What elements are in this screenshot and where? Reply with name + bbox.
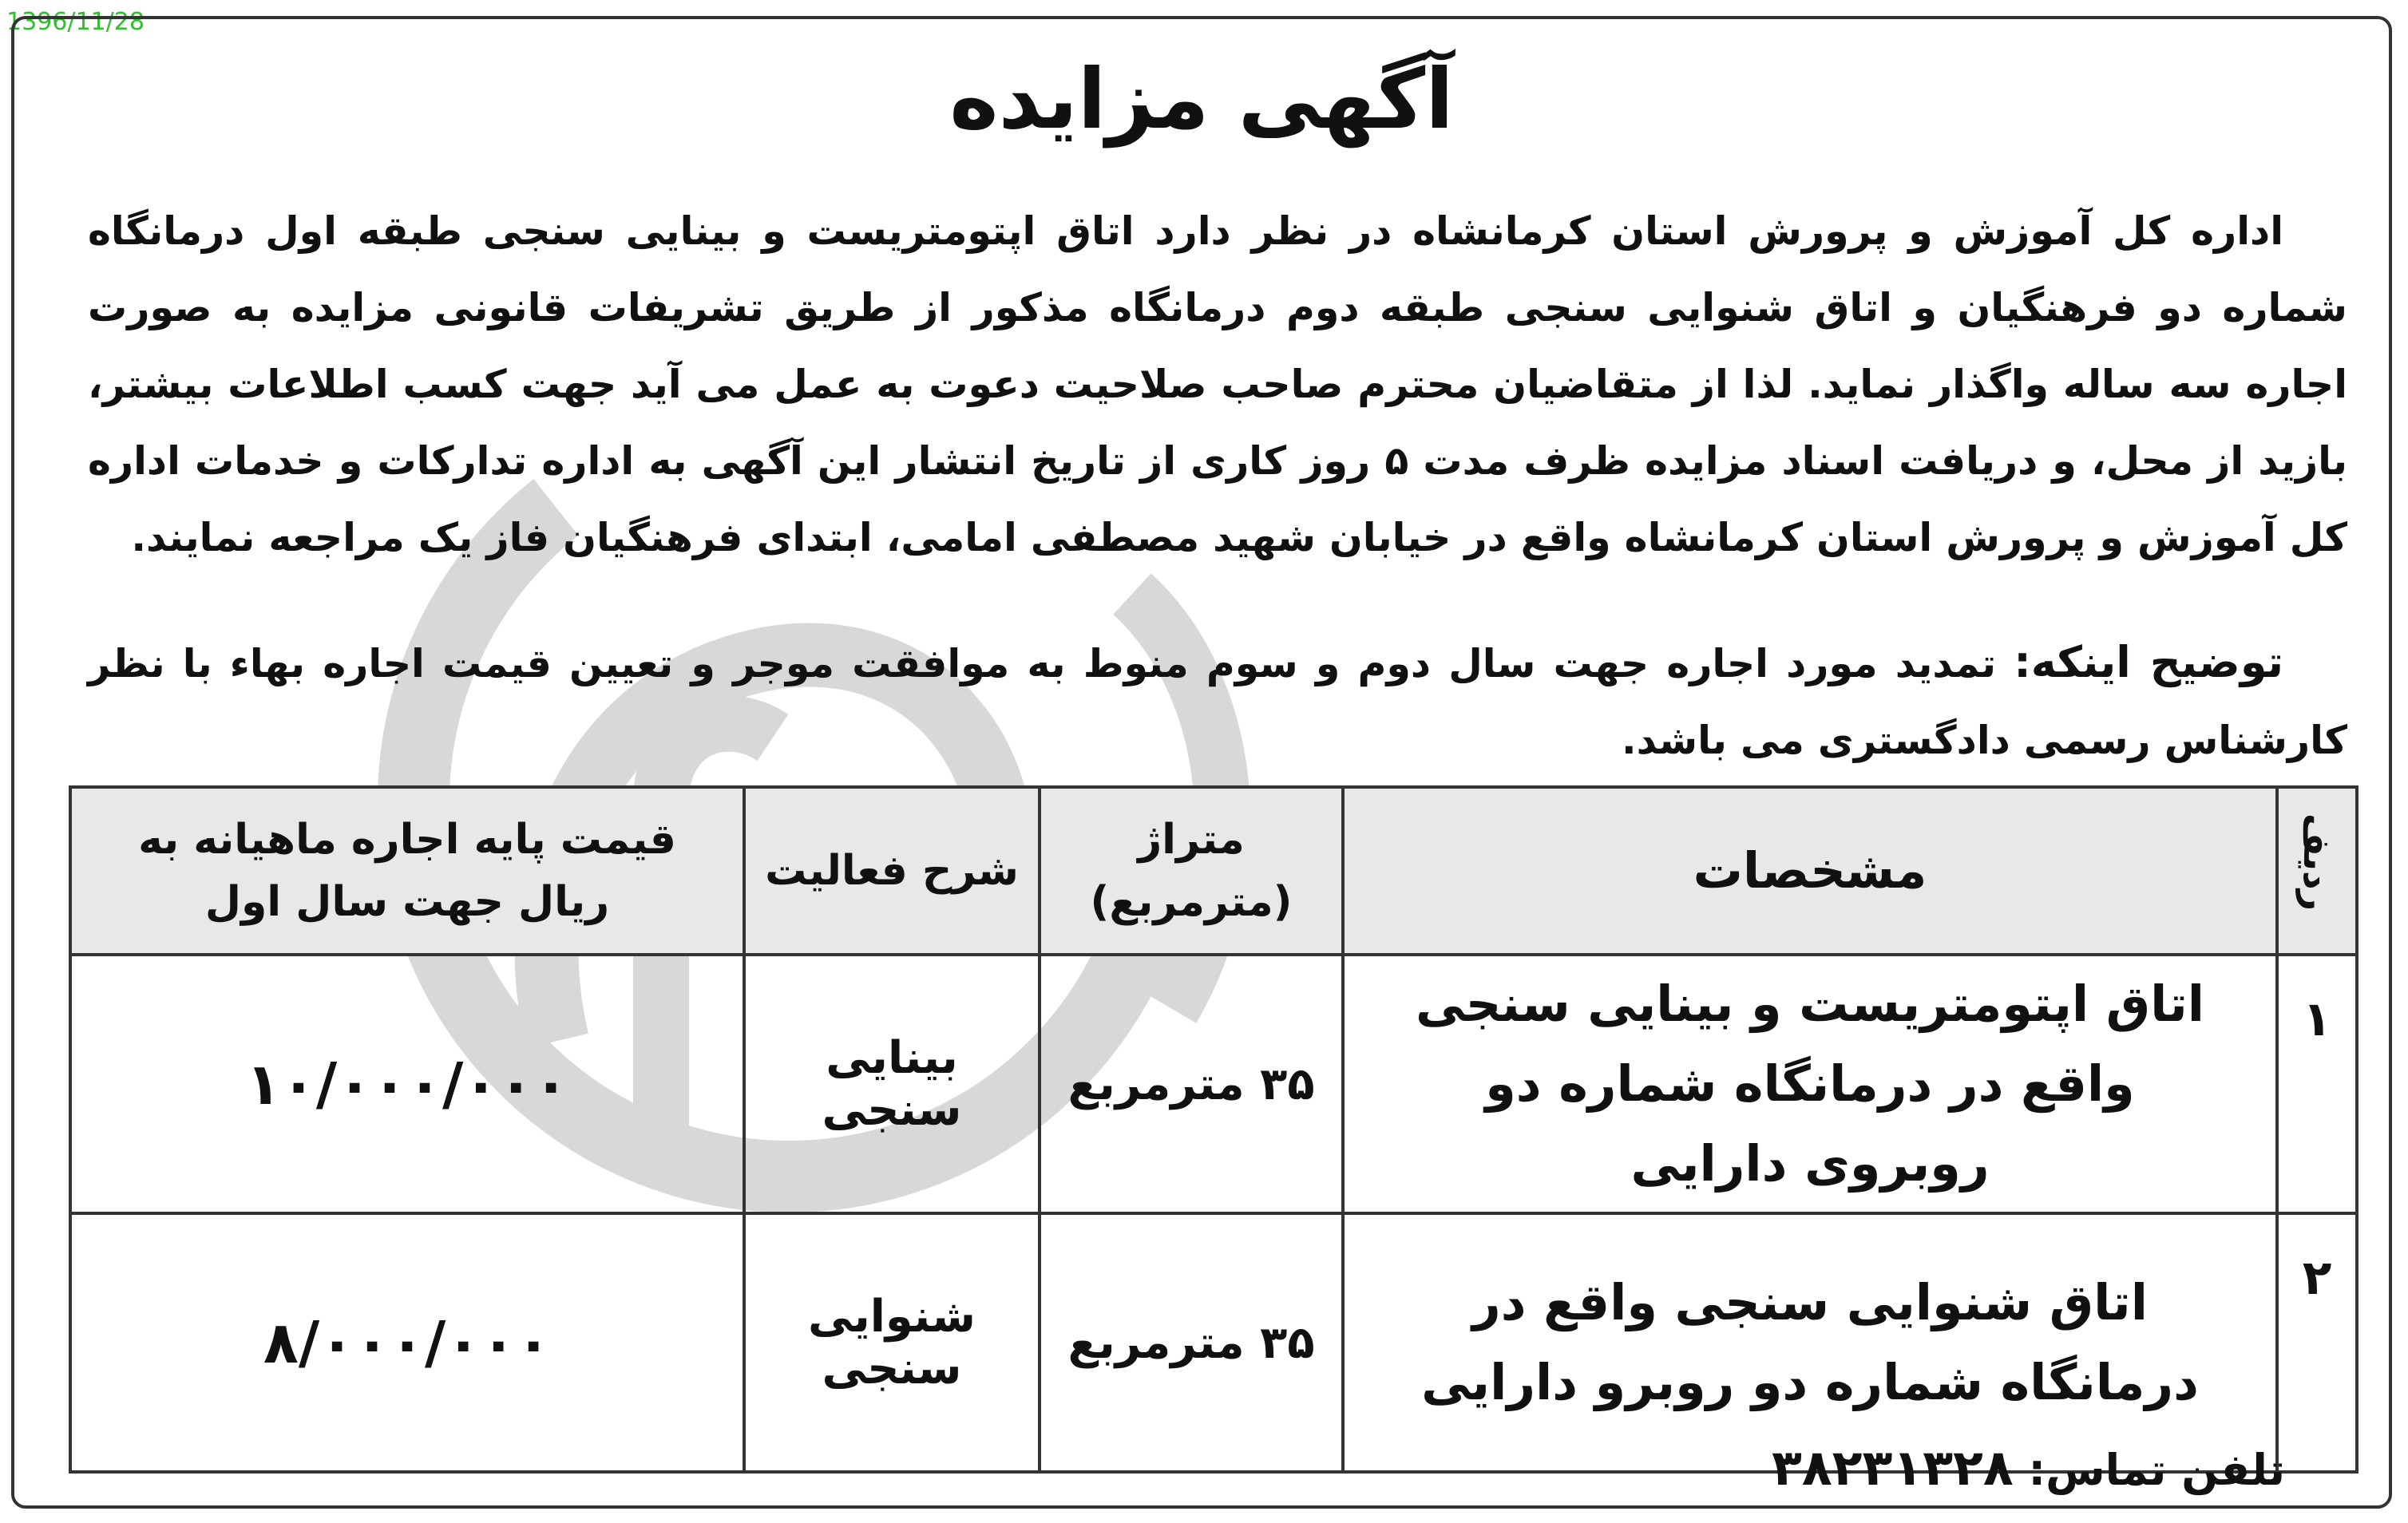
header-activity: شرح فعالیت bbox=[744, 787, 1040, 955]
table-header-row bbox=[70, 787, 2357, 955]
auction-table bbox=[69, 785, 2358, 1474]
contact-phone bbox=[1772, 1436, 2285, 1502]
row-description: اتاق اپتومتریست و بینایی سنجی واقع در درمانگاه شماره دو روبروی دارایی bbox=[1343, 955, 2277, 1213]
row-description: اتاق شنوایی سنجی واقع در درمانگاه شماره دو روبرو دارایی bbox=[1343, 1213, 2277, 1472]
note-label: توضیح اینکه: bbox=[2014, 637, 2283, 687]
page-title: آگهی مزایده bbox=[949, 50, 1454, 148]
row-number: ۲ bbox=[2277, 1213, 2357, 1472]
row-area: ۳۵ مترمربع bbox=[1040, 1213, 1343, 1472]
note-paragraph bbox=[88, 624, 2347, 779]
header-area: متراژ (مترمربع) bbox=[1040, 787, 1343, 955]
row-activity: شنوایی سنجی bbox=[744, 1213, 1040, 1472]
table-row bbox=[70, 1213, 2357, 1472]
table-row bbox=[70, 955, 2357, 1213]
row-price: ۸/۰۰۰/۰۰۰ bbox=[70, 1213, 744, 1472]
header-row-number: ردیف bbox=[2277, 787, 2357, 955]
phone-label: تلفن تماس: bbox=[2028, 1445, 2285, 1495]
row-area: ۳۵ مترمربع bbox=[1040, 955, 1343, 1213]
header-price: قیمت پایه اجاره ماهیانه به ریال جهت سال اول bbox=[70, 787, 744, 955]
note-text: تمدید مورد اجاره جهت سال دوم و سوم منوط به موافقت موجر و تعیین قیمت اجاره بهاء با نظر کارشناس رسمی دادگستری می باشد. bbox=[88, 641, 2347, 763]
row-price: ۱۰/۰۰۰/۰۰۰ bbox=[70, 955, 744, 1213]
date-stamp: 1396/11/28 bbox=[6, 8, 145, 36]
header-description: مشخصات bbox=[1343, 787, 2277, 955]
announcement-paragraph: اداره کل آموزش و پرورش استان کرمانشاه در نظر دارد اتاق اپتومتریست و بینایی سنجی طبقه اول درمانگاه شماره دو فرهنگیان و اتاق شنوایی سنجی طبقه دوم درمانگاه مذکور از طریق تشریفات قانونی مزایده به صورت اجاره سه ساله واگذار نماید. لذا از متقاضیان محترم صاحب صلاحیت دعوت به عمل می آید جهت کسب اطلاعات بیشتر، بازید از محل، و دریافت اسناد مزایده ظرف مدت ۵ روز کاری از تاریخ انتشار این آگهی به اداره تدارکات و خدمات اداره کل آموزش و پرورش استان کرمانشاه واقع در خیابان شهید مصطفی امامی، ابتدای فرهنگیان فاز یک مراجعه نمایند. bbox=[88, 208, 2347, 560]
row-number: ۱ bbox=[2277, 955, 2357, 1213]
advertisement-frame bbox=[11, 16, 2392, 1509]
phone-number: ۳۸۲۳۱۳۲۸ bbox=[1772, 1438, 2014, 1497]
row-activity: بینایی سنجی bbox=[744, 955, 1040, 1213]
